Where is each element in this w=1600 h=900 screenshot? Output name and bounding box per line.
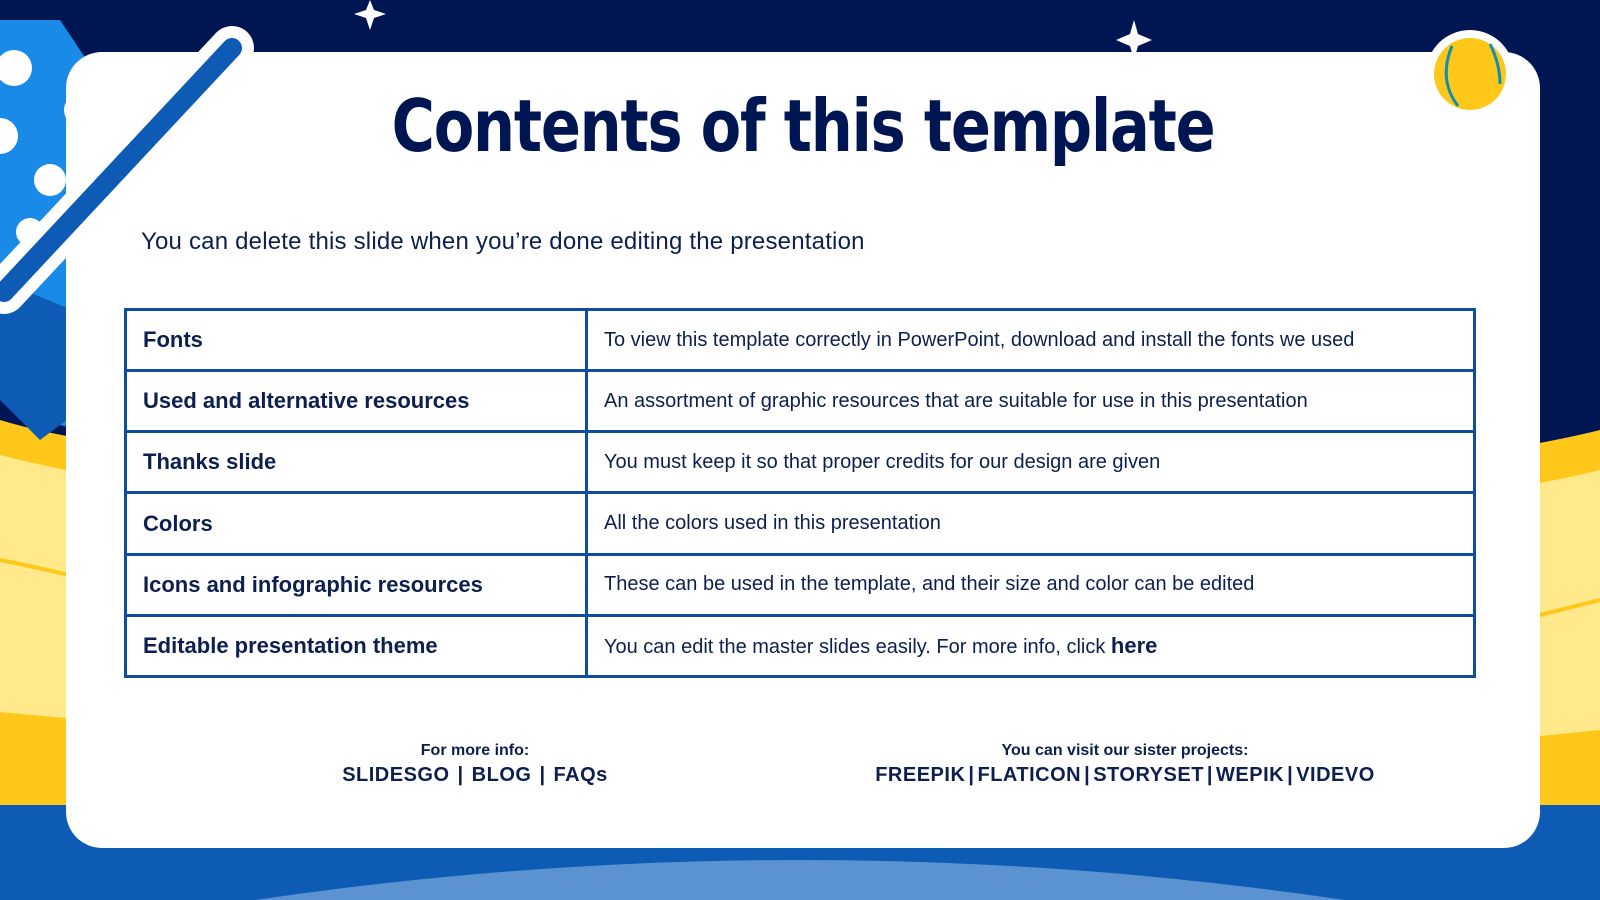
link-separator: | [968,764,975,786]
table-row [126,310,1475,371]
table-row [126,554,1475,615]
row-description: An assortment of graphic resources that are suitable for use in this presentation [587,371,1475,432]
slidesgo-link[interactable]: SLIDESGO [342,764,450,786]
link-separator: | [1206,764,1214,786]
row-label: Editable presentation theme [126,615,587,676]
link-separator: | [457,764,464,786]
faqs-link[interactable]: FAQs [553,764,608,786]
link-separator: | [1084,764,1091,786]
row-label: Colors [126,493,587,554]
storyset-link[interactable]: STORYSET [1093,764,1204,786]
row-description-text: You can edit the master slides easily. For more info, click [604,635,1111,658]
footer-sister-projects [830,742,1420,787]
slide-subtitle: You can delete this slide when you’re done editing the presentation [141,228,865,255]
row-description: You must keep it so that proper credits for our design are given [587,432,1475,493]
here-link[interactable]: here [1110,632,1158,658]
link-separator: | [539,764,546,786]
row-description [587,615,1475,676]
row-description: All the colors used in this presentation [587,493,1475,554]
wepik-link[interactable]: WEPIK [1216,764,1285,786]
table-row [126,615,1475,676]
footer-caption: For more info: [420,742,530,759]
footer-caption: You can visit our sister projects: [1001,742,1249,759]
freepik-link[interactable]: FREEPIK [875,764,966,786]
footer-links [300,764,650,787]
link-separator: | [1287,764,1294,786]
row-description: To view this template correctly in PowerPoint, download and install the fonts we used [587,310,1475,371]
row-label: Used and alternative resources [126,371,587,432]
table-row [126,432,1475,493]
contents-table [124,308,1476,678]
row-label: Icons and infographic resources [126,554,587,615]
slide-title: Contents of this template [391,84,1215,168]
flaticon-link[interactable]: FLATICON [977,764,1082,786]
row-description: These can be used in the template, and their size and color can be edited [587,554,1475,615]
table-row [126,371,1475,432]
footer-more-info [300,742,650,787]
row-label: Fonts [126,310,587,371]
blog-link[interactable]: BLOG [471,764,532,786]
videvo-link[interactable]: VIDEVO [1296,764,1375,786]
table-row [126,493,1475,554]
row-label: Thanks slide [126,432,587,493]
footer-links [830,764,1420,787]
